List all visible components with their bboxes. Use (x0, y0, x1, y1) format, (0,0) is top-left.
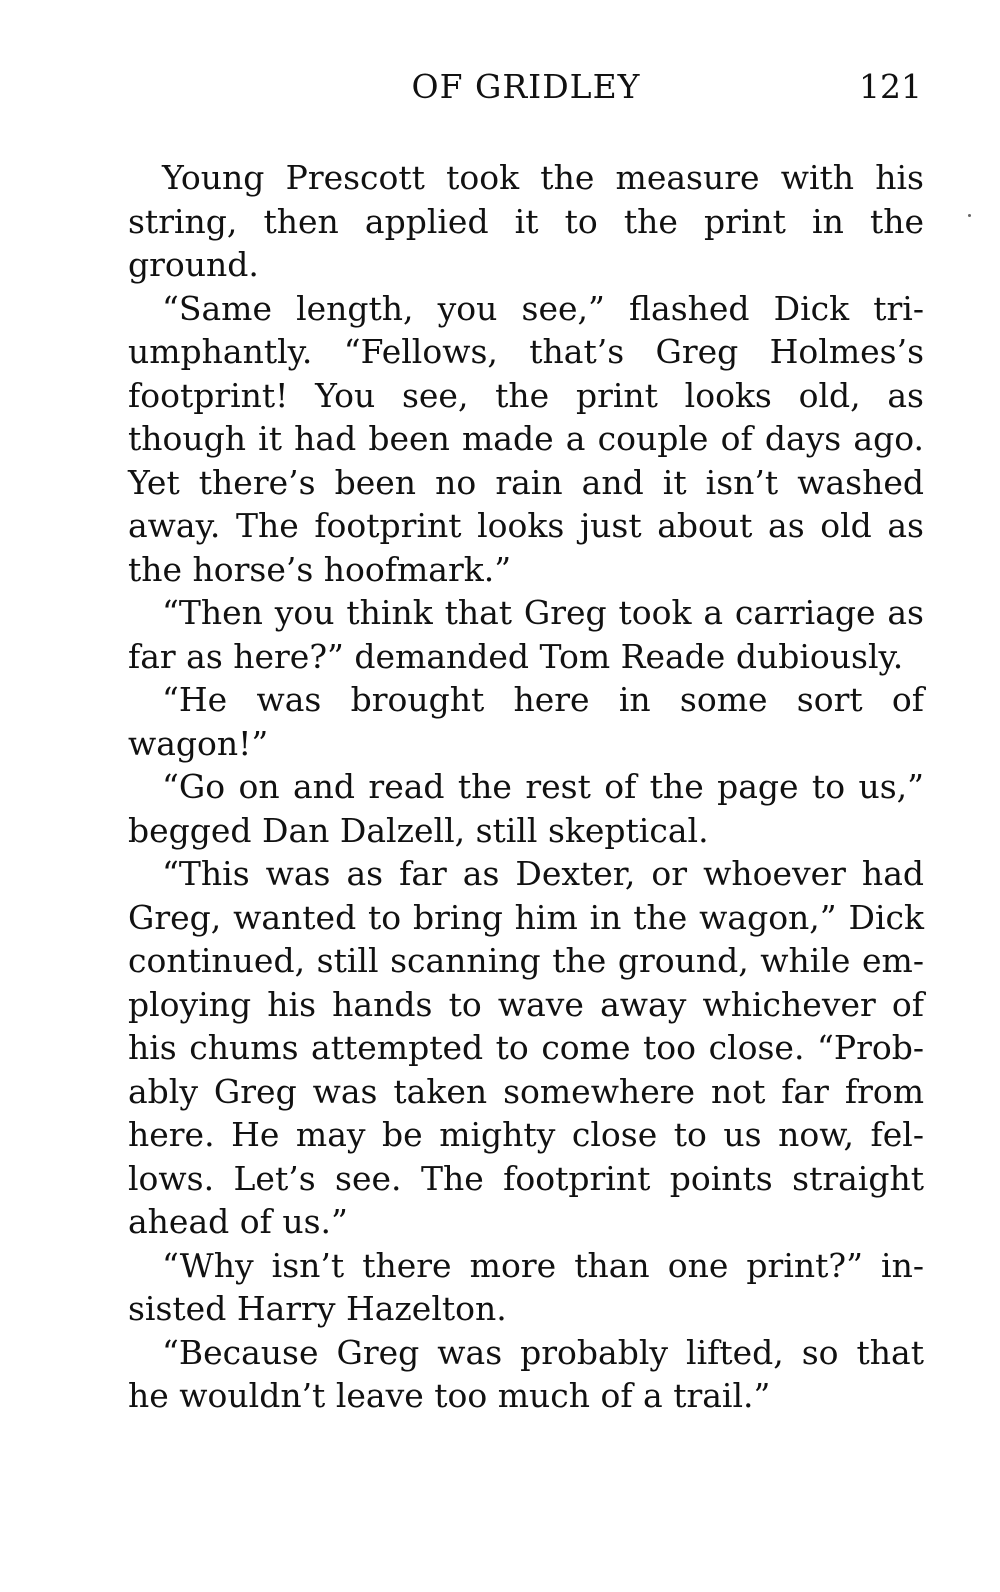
paragraph-8: “Because Greg was probably lifted, so that he wouldn’t leave too much of a trail.” (128, 1332, 924, 1415)
running-head (130, 62, 922, 112)
paragraph-6: “This was as far as Dexter, or whoever had Greg, wanted to bring him in the wagon,” Dick continued, still scanning the ground, while employing his hands to wave away whichever of his chums attempted to come too close. “Probably Greg was taken somewhere not far from here. He may be mighty close to us now, fellows. Let’s see. The footprint points straight ahead of us.” (128, 854, 924, 1241)
paragraph-5: “Go on and read the rest of the page to us,” begged Dan Dalzell, still skeptical. (128, 767, 924, 850)
paragraph-4: “He was brought here in some sort of wagon!” (128, 680, 924, 763)
running-title: OF GRIDLEY (411, 67, 641, 106)
page-number: 121 (859, 67, 922, 106)
paragraph-2: “Same length, you see,” flashed Dick triumphantly. “Fellows, that’s Greg Holmes’s footprint! You see, the print looks old, as though it had been made a couple of days ago. Yet there’s been no rain and it isn’t washed away. The footprint looks just about as old as the horse’s hoofmark.” (128, 288, 924, 589)
paragraph-7: “Why isn’t there more than one print?” insisted Harry Hazelton. (128, 1245, 924, 1328)
paragraph-3: “Then you think that Greg took a carriage as far as here?” demanded Tom Reade dubiously. (128, 593, 924, 676)
body-text (128, 156, 924, 1418)
paragraph-1: Young Prescott took the measure with his string, then applied it to the print in the ground. (128, 158, 924, 284)
stray-ink-mark (968, 214, 971, 217)
